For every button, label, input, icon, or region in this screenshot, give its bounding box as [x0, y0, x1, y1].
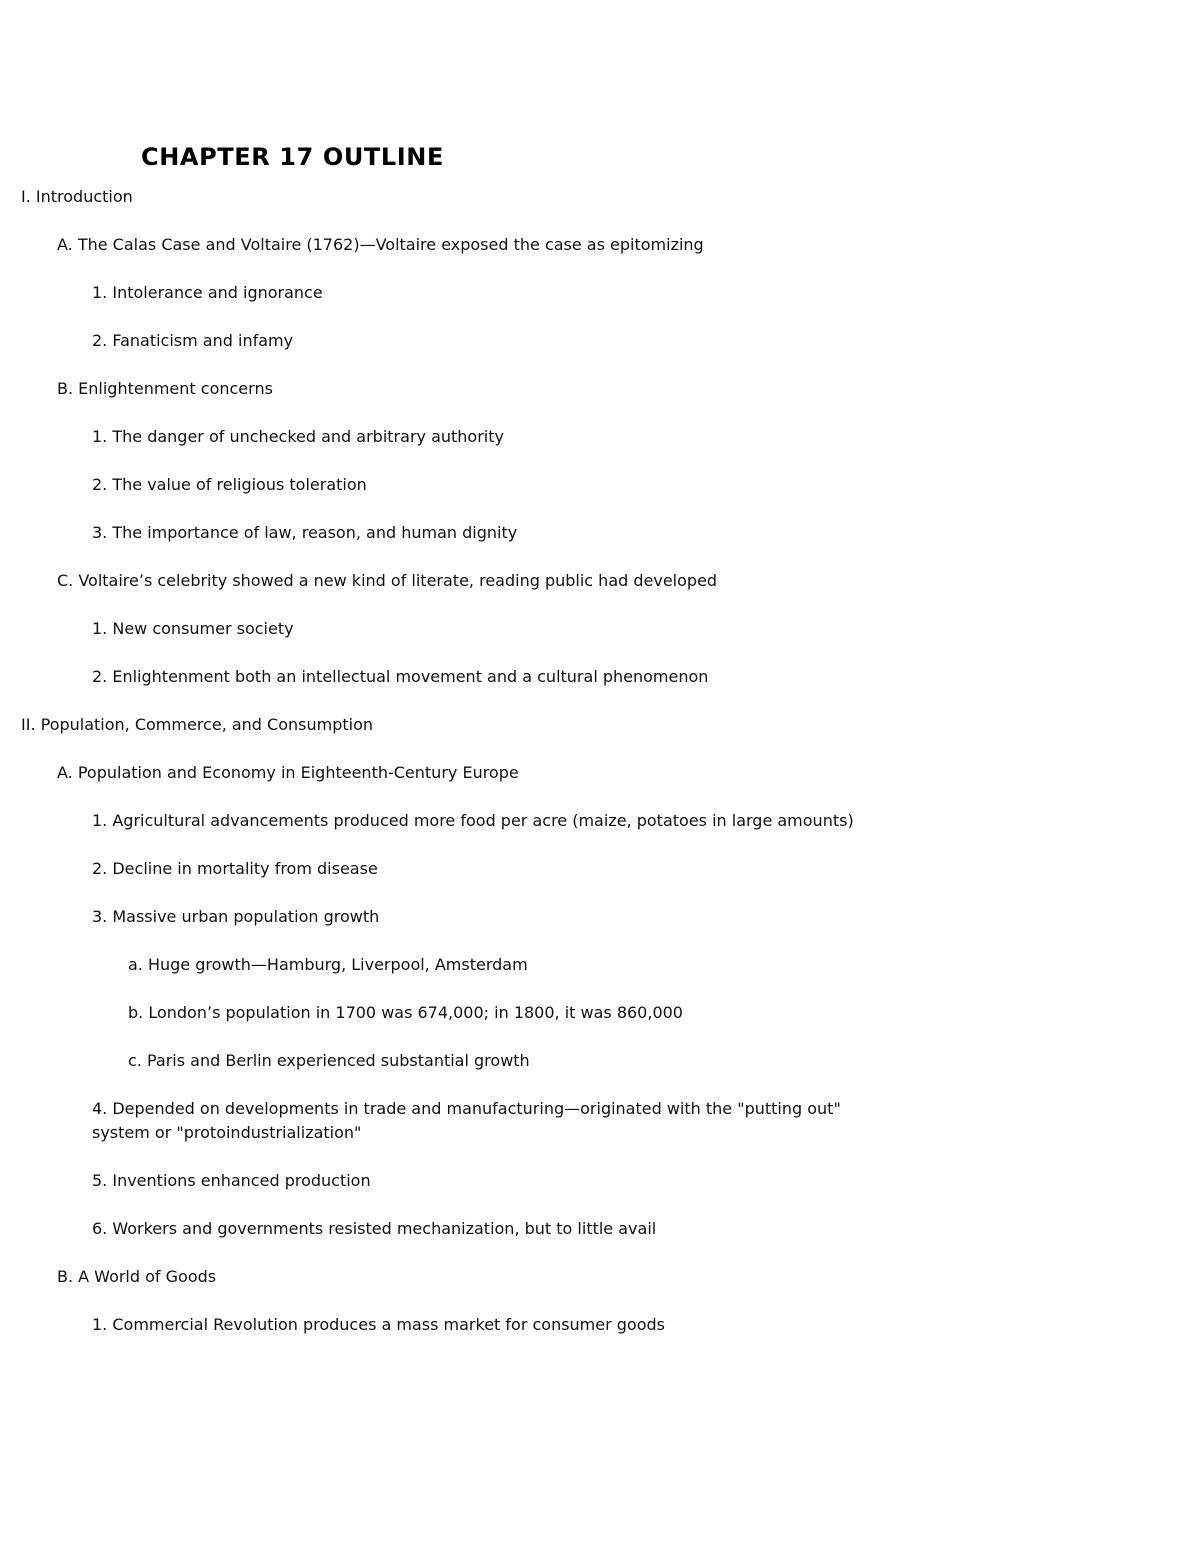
outline-item-level-0: I. Introduction: [21, 187, 133, 206]
outline-item-level-2: 5. Inventions enhanced production: [92, 1171, 371, 1190]
outline-item-level-1: B. A World of Goods: [57, 1267, 217, 1286]
outline-item-level-1: A. Population and Economy in Eighteenth-Century Europe: [57, 763, 519, 782]
outline-item-level-3: b. London’s population in 1700 was 674,000; in 1800, it was 860,000: [128, 1003, 683, 1022]
outline-list: [0, 185, 1200, 1361]
outline-item-level-2: 1. Commercial Revolution produces a mass market for consumer goods: [92, 1315, 665, 1334]
outline-item-level-2: 1. Intolerance and ignorance: [92, 283, 323, 302]
outline-item-level-2: 2. Enlightenment both an intellectual movement and a cultural phenomenon: [92, 667, 709, 686]
outline-item-level-1: A. The Calas Case and Voltaire (1762)—Voltaire exposed the case as epitomizing: [57, 235, 704, 254]
outline-item-level-1: B. Enlightenment concerns: [57, 379, 273, 398]
outline-item-level-3: a. Huge growth—Hamburg, Liverpool, Amsterdam: [128, 955, 528, 974]
outline-item-level-2: 3. Massive urban population growth: [92, 907, 380, 926]
outline-item-level-1: C. Voltaire’s celebrity showed a new kind of literate, reading public had developed: [57, 571, 718, 590]
page-title: CHAPTER 17 OUTLINE: [141, 143, 444, 171]
outline-item-level-2: 1. New consumer society: [92, 619, 294, 638]
outline-item-level-2: 2. Decline in mortality from disease: [92, 859, 378, 878]
outline-item-level-2: 6. Workers and governments resisted mechanization, but to little avail: [92, 1219, 657, 1238]
outline-item-level-0: II. Population, Commerce, and Consumption: [21, 715, 374, 734]
outline-item-level-2: 1. The danger of unchecked and arbitrary authority: [92, 427, 504, 446]
outline-item-level-2: 4. Depended on developments in trade and manufacturing—originated with the "putting out" system or "protoindustrialization": [92, 1099, 841, 1142]
outline-item-level-2: 1. Agricultural advancements produced more food per acre (maize, potatoes in large amounts): [92, 811, 854, 830]
outline-item-level-2: 2. Fanaticism and infamy: [92, 331, 294, 350]
outline-item-level-2: 3. The importance of law, reason, and human dignity: [92, 523, 518, 542]
outline-item-level-3: c. Paris and Berlin experienced substantial growth: [128, 1051, 530, 1070]
outline-item-level-2: 2. The value of religious toleration: [92, 475, 367, 494]
